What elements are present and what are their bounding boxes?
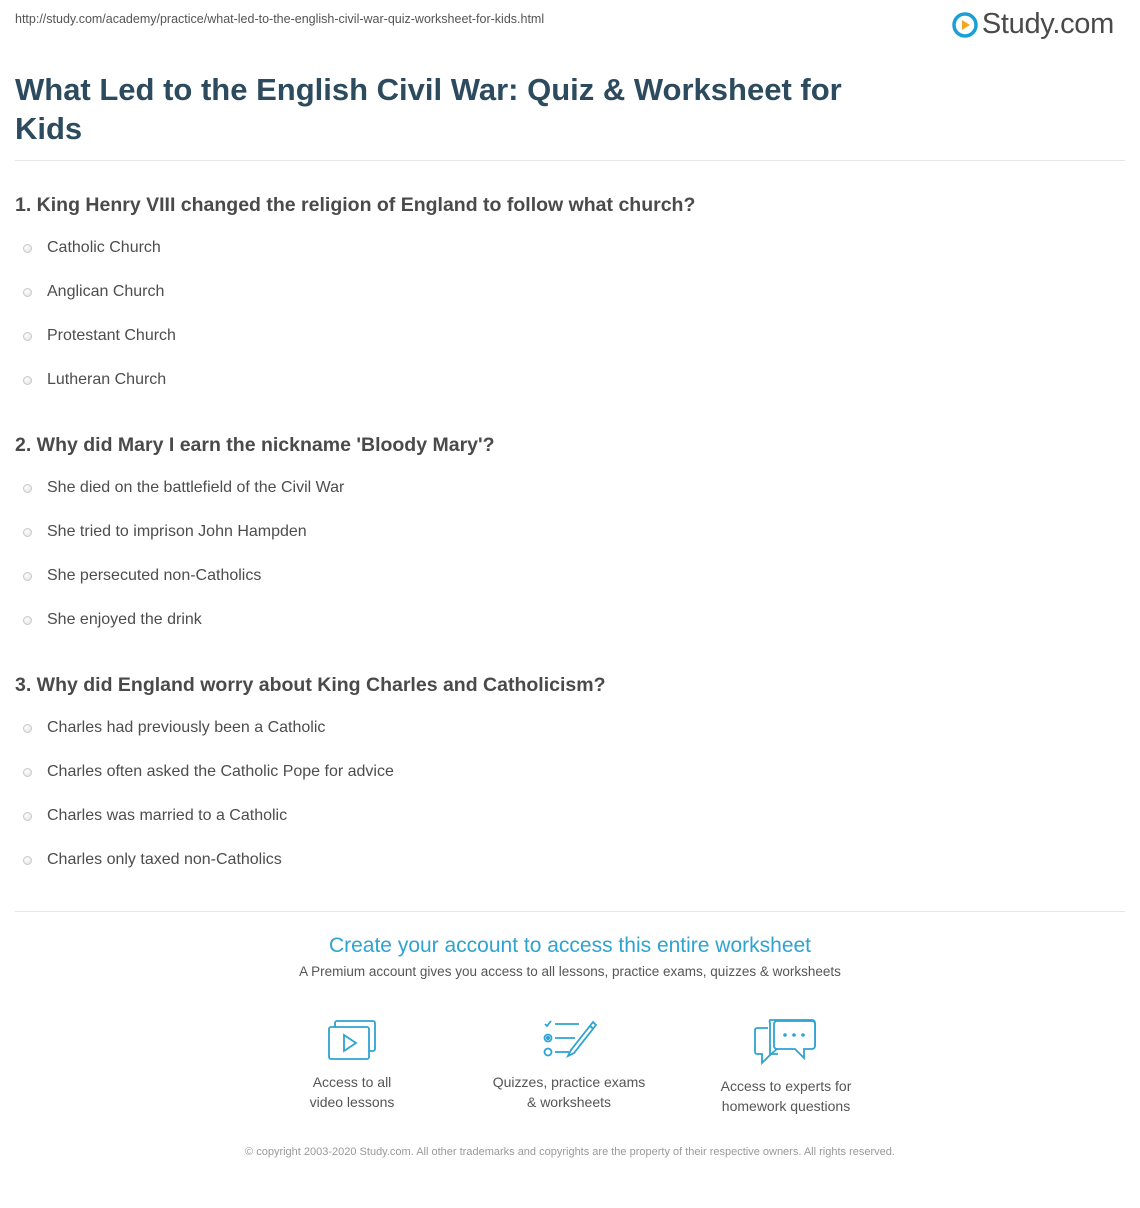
answer-label: She enjoyed the drink [47,611,202,628]
answer-label: Anglican Church [47,283,165,300]
page-title: What Led to the English Civil War: Quiz & Worksheet for Kids [15,72,842,146]
answer-label: Protestant Church [47,327,176,344]
title-divider [15,160,1125,161]
answer-label: She died on the battlefield of the Civil War [47,479,345,496]
feature-quizzes [469,1018,669,1112]
question-3: 3. Why did England worry about King Charles and Catholicism? [15,674,606,696]
study-logo[interactable] [952,8,1114,41]
questions-divider [15,911,1125,912]
feature-experts [686,1018,886,1116]
answer-label: Lutheran Church [47,371,167,388]
answer-label: Charles was married to a Catholic [47,807,288,824]
answer-option[interactable] [23,239,161,257]
answer-option[interactable] [23,567,261,585]
feature-label: Access to experts for homework questions [720,1078,852,1114]
feature-label: Access to all video lessons [309,1074,395,1110]
question-1: 1. King Henry VIII changed the religion of England to follow what church? [15,194,696,216]
video-lessons-icon [252,1018,452,1062]
answer-option[interactable] [23,851,282,869]
create-account-link[interactable]: Create your account to access this entire worksheet [328,934,812,957]
answer-option[interactable] [23,523,307,541]
radio-button[interactable] [23,812,32,821]
feature-video-lessons [252,1018,452,1112]
radio-button[interactable] [23,616,32,625]
radio-button[interactable] [23,768,32,777]
answer-option[interactable] [23,719,325,737]
copyright-notice: © copyright 2003-2020 Study.com. All other trademarks and copyrights are the property of their respective owners. All rights reserved. [245,1146,895,1158]
answer-option[interactable] [23,479,344,497]
question-2: 2. Why did Mary I earn the nickname 'Bloody Mary'? [15,434,495,456]
radio-button[interactable] [23,376,32,385]
logo-text: Study.com [981,8,1114,40]
page-url: http://study.com/academy/practice/what-led-to-the-english-civil-war-quiz-worksheet-for-kids.html [15,12,545,26]
radio-button[interactable] [23,856,32,865]
radio-button[interactable] [23,244,32,253]
radio-button[interactable] [23,484,32,493]
radio-button[interactable] [23,724,32,733]
play-circle-icon [952,12,978,38]
answer-option[interactable] [23,283,164,301]
answer-label: Charles only taxed non-Catholics [47,851,282,868]
answer-option[interactable] [23,807,287,825]
answer-option[interactable] [23,371,166,389]
premium-description: A Premium account gives you access to all lessons, practice exams, quizzes & worksheets [299,964,841,979]
chat-bubbles-icon [686,1018,886,1066]
answer-label: Charles often asked the Catholic Pope for advice [47,763,394,780]
feature-label: Quizzes, practice exams & worksheets [492,1074,646,1110]
answer-option[interactable] [23,763,394,781]
answer-label: Charles had previously been a Catholic [47,719,326,736]
radio-button[interactable] [23,528,32,537]
answer-option[interactable] [23,611,202,629]
radio-button[interactable] [23,288,32,297]
radio-button[interactable] [23,572,32,581]
radio-button[interactable] [23,332,32,341]
quiz-checklist-icon [469,1018,669,1062]
answer-option[interactable] [23,327,176,345]
answer-label: She tried to imprison John Hampden [47,523,307,540]
answer-label: She persecuted non-Catholics [47,567,262,584]
answer-label: Catholic Church [47,239,161,256]
